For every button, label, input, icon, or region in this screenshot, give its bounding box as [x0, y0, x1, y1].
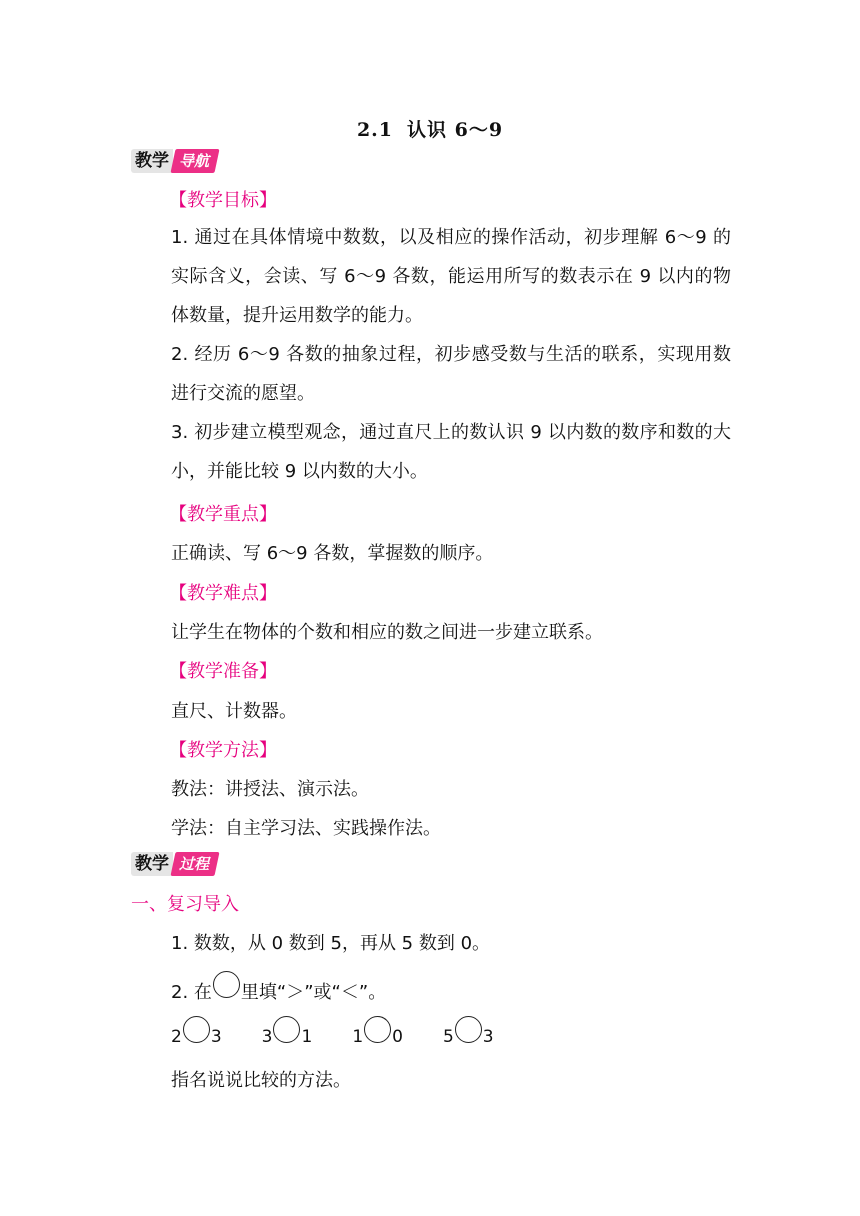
preparation-text: 直尺、计数器。: [171, 701, 297, 722]
goal-item-3: 3. 初步建立模型观念，通过直尺上的数认识 9 以内数的数序和数的大小，并能比较 9 以内数的大小。: [171, 422, 731, 482]
process-banner: [131, 851, 217, 877]
difficulties-text: 让学生在物体的个数和相应的数之间进一步建立联系。: [171, 622, 603, 643]
difficulties-heading: 【教学难点】: [169, 583, 277, 604]
preparation-heading: 【教学准备】: [169, 661, 277, 682]
review-note: 指名说说比较的方法。: [171, 1070, 351, 1091]
answer-circle-icon: [213, 971, 240, 998]
process-banner-right: 过程: [170, 852, 219, 876]
comparison-item: 2 3: [171, 1016, 222, 1047]
nav-banner: [131, 148, 217, 174]
process-banner-left: 教学: [131, 852, 173, 876]
goal-item-2: 2. 经历 6～9 各数的抽象过程，初步感受数与生活的联系，实现用数进行交流的愿望。: [171, 344, 731, 404]
comparison-row: [171, 1016, 534, 1047]
review-item-1: 1. 数数，从 0 数到 5，再从 5 数到 0。: [171, 933, 491, 954]
page-title: [0, 115, 860, 142]
key-points-text: 正确读、写 6～9 各数，掌握数的顺序。: [171, 543, 494, 564]
review-item-2: 2. 在 里填“＞”或“＜”。: [171, 971, 386, 1004]
goal-item-1: 1. 通过在具体情境中数数，以及相应的操作活动，初步理解 6～9 的实际含义，会读、写 6～9 各数，能运用所写的数表示在 9 以内的物体数量，提升运用数学的能力。: [171, 227, 731, 326]
nav-banner-left: 教学: [131, 149, 173, 173]
comparison-item: 1 0: [352, 1016, 403, 1047]
nav-banner-right: 导航: [170, 149, 219, 173]
methods-learning: 学法：自主学习法、实践操作法。: [171, 818, 441, 839]
answer-circle-icon[interactable]: [273, 1016, 300, 1043]
goals-heading: 【教学目标】: [169, 190, 277, 211]
review-heading: 一、复习导入: [131, 894, 239, 915]
lesson-number: 2.1: [356, 119, 393, 141]
methods-heading: 【教学方法】: [169, 740, 277, 761]
answer-circle-icon[interactable]: [455, 1016, 482, 1043]
comparison-item: 3 1: [262, 1016, 313, 1047]
methods-teaching: 教法：讲授法、演示法。: [171, 779, 369, 800]
comparison-item: 5 3: [443, 1016, 494, 1047]
answer-circle-icon[interactable]: [183, 1016, 210, 1043]
lesson-title: 认识 6～9: [407, 119, 504, 141]
key-points-heading: 【教学重点】: [169, 504, 277, 525]
answer-circle-icon[interactable]: [364, 1016, 391, 1043]
